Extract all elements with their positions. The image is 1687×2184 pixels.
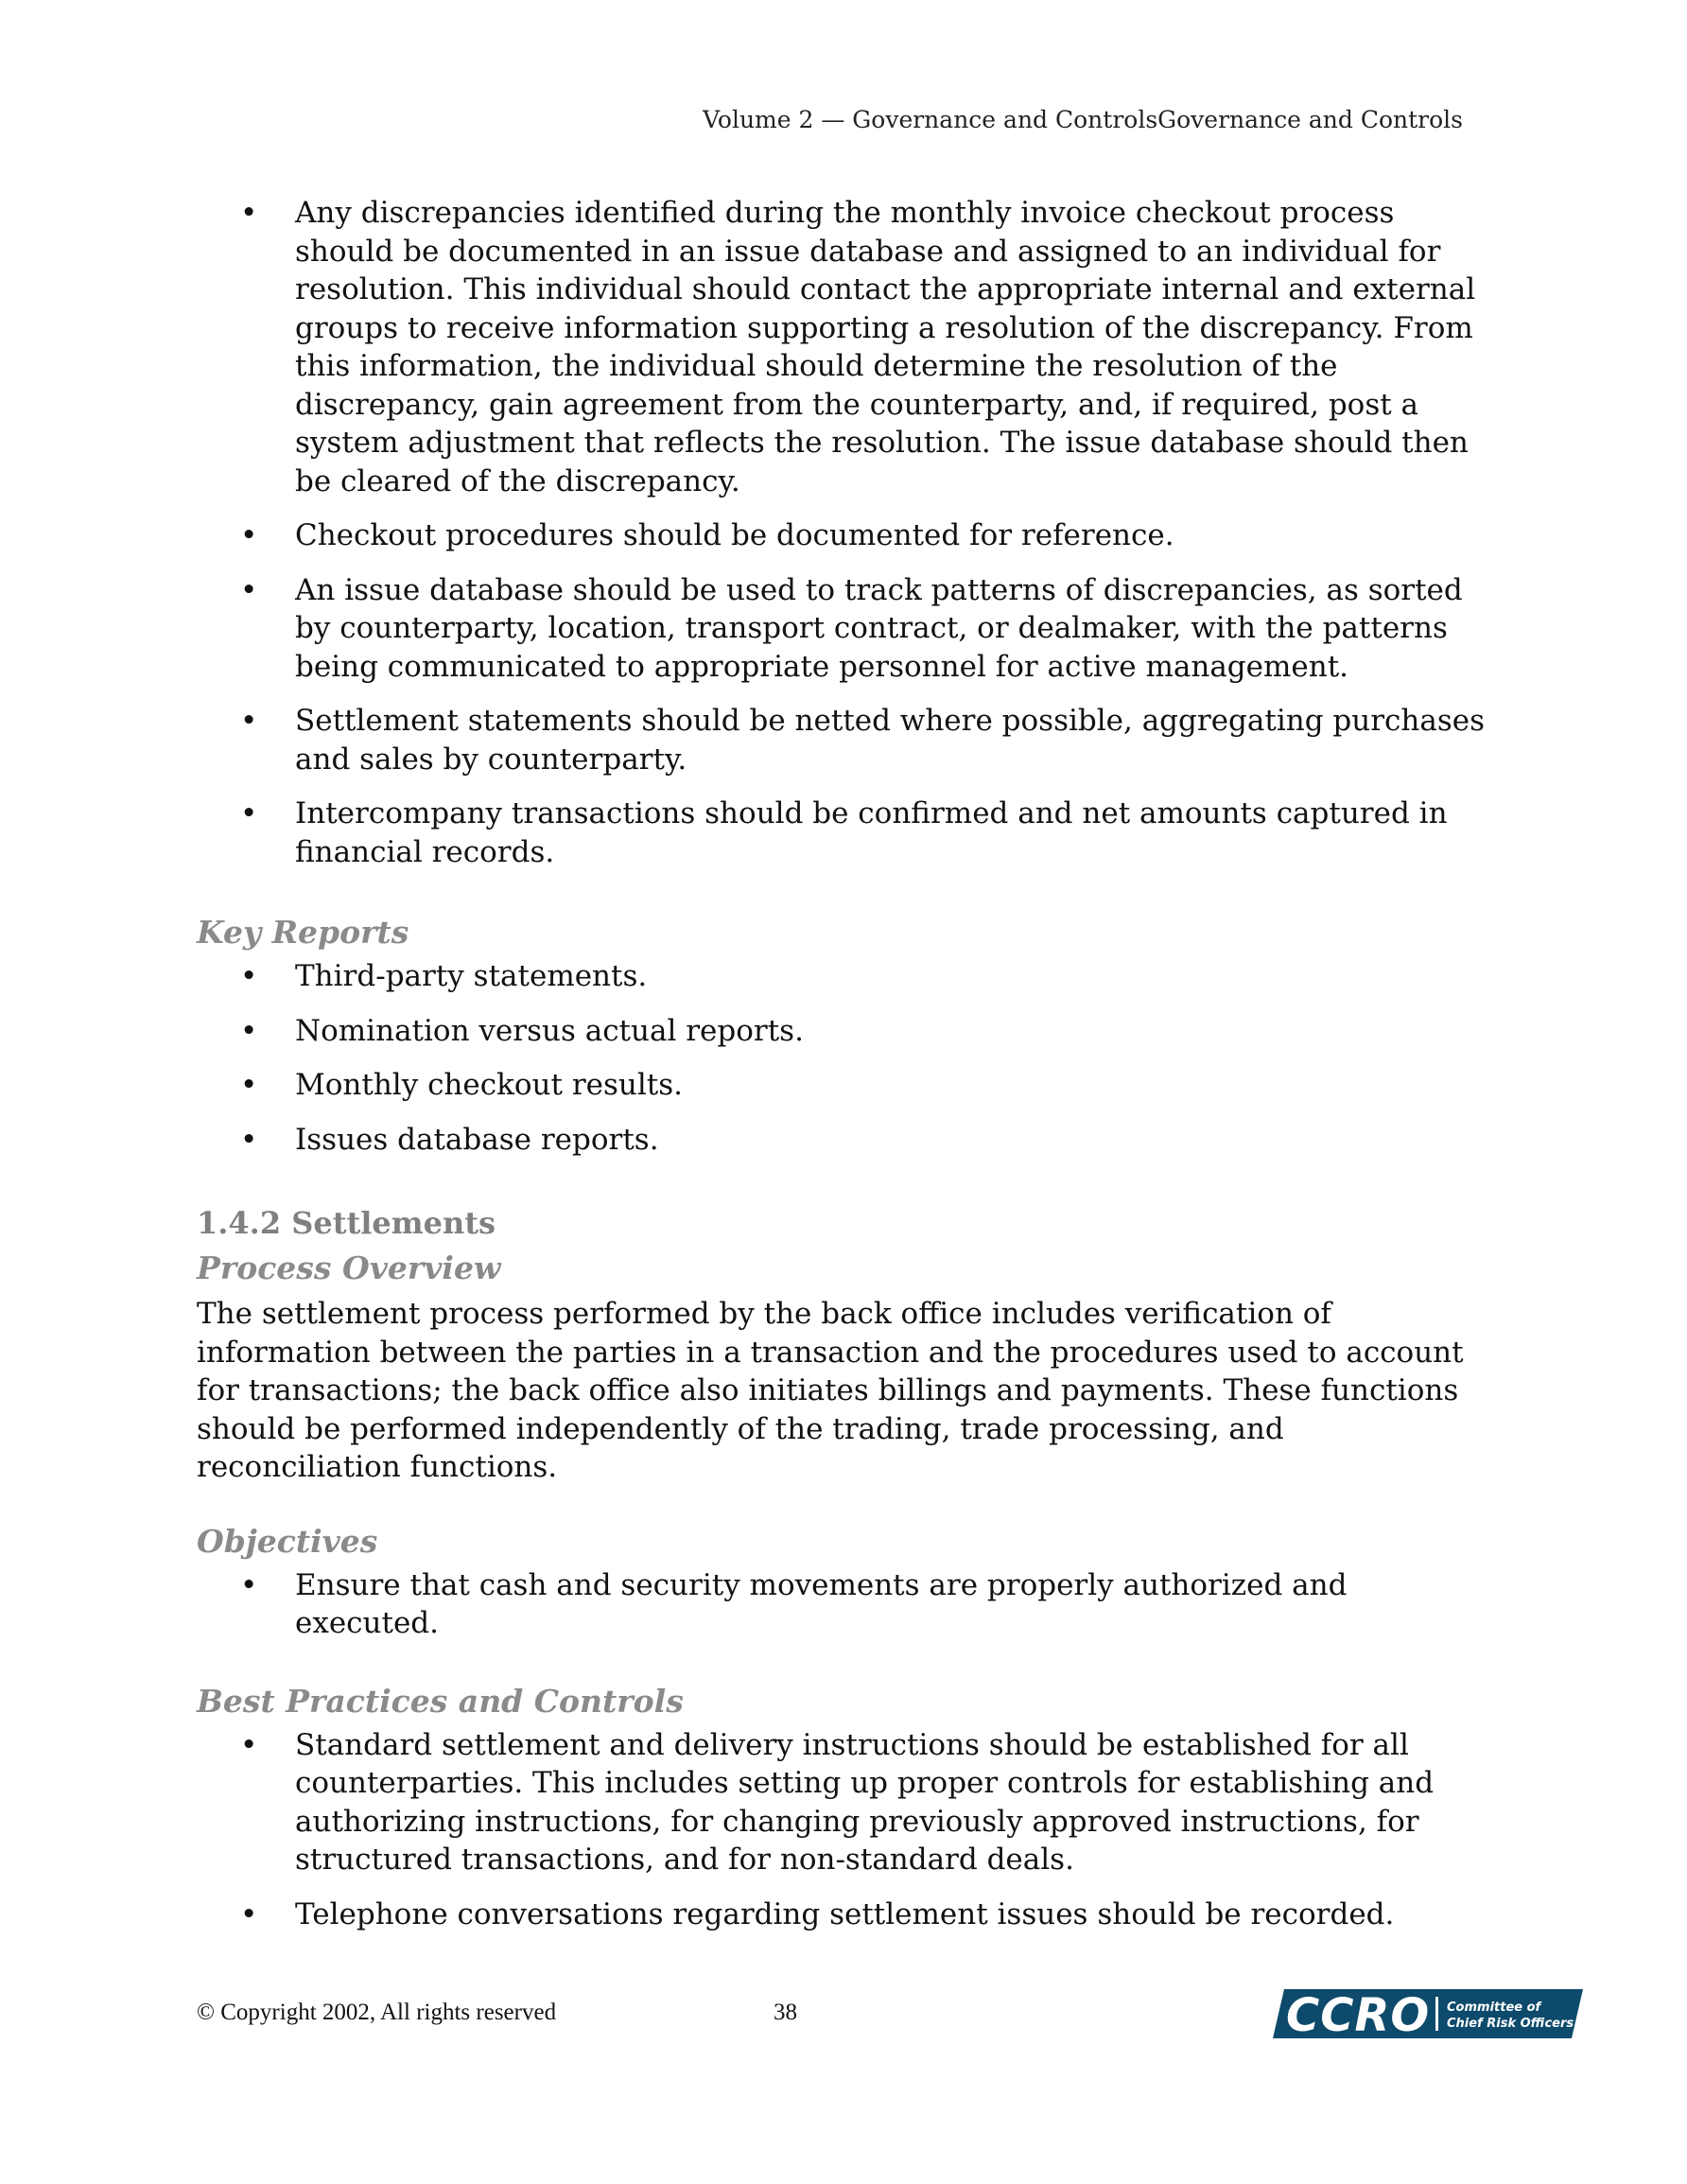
list-item: • An issue database should be used to track patterns of discrepancies, as sorted by counterparty, location, transport contract, or dealmaker, with the patterns being communicated to appropriate personnel for active management. xyxy=(197,571,1492,687)
running-header: Volume 2 — Governance and ControlsGovernance and Controls xyxy=(703,106,1463,133)
page-number: 38 xyxy=(774,2000,797,2025)
list-item: • Monthly checkout results. xyxy=(197,1066,1492,1105)
section-heading-settlements: 1.4.2 Settlements xyxy=(197,1205,496,1241)
page-content xyxy=(197,194,1492,1949)
ccro-logo xyxy=(1273,1987,1583,2040)
process-overview-heading: Process Overview xyxy=(197,1249,501,1286)
list-item: • Settlement statements should be netted where possible, aggregating purchases and sales by counterparty. xyxy=(197,702,1492,778)
logo-tagline-line1: Committee of xyxy=(1447,2001,1541,2015)
list-item: • Standard settlement and delivery instructions should be established for all counterparties. This includes setting up proper controls for establishing and authorizing instructions, for changing previously approved instructions, for structured transactions, and for non-standard deals. xyxy=(197,1726,1492,1879)
discrepancy-bullet-list xyxy=(197,194,1492,871)
process-overview-paragraph: The settlement process performed by the back office includes verification of information between the parties in a transaction and the procedures used to account for transactions; the back office also initiates billings and payments. These functions should be performed independently of the trading, trade processing, and reconciliation functions. xyxy=(197,1297,1464,1484)
list-item: • Any discrepancies identified during the monthly invoice checkout process should be documented in an issue database and assigned to an individual for resolution. This individual should contact the appropriate internal and external groups to receive information supporting a resolution of the discrepancy. From this information, the individual should determine the resolution of the discrepancy, gain agreement from the counterparty, and, if required, post a system adjustment that reflects the resolution. The issue database should then be cleared of the discrepancy. xyxy=(197,194,1492,500)
best-practices-list xyxy=(197,1726,1492,1934)
list-item: • Ensure that cash and security movements are properly authorized and executed. xyxy=(197,1566,1492,1643)
objectives-list xyxy=(197,1566,1492,1643)
list-item: • Third-party statements. xyxy=(197,957,1492,996)
key-reports-list xyxy=(197,957,1492,1159)
logo-wordmark: CCRO xyxy=(1286,1989,1431,2040)
logo-divider xyxy=(1435,1997,1438,2031)
logo-tagline-line2: Chief Risk Officers xyxy=(1447,2017,1574,2031)
list-item: • Telephone conversations regarding settlement issues should be recorded. xyxy=(197,1896,1492,1934)
list-item: • Issues database reports. xyxy=(197,1121,1492,1160)
list-item: • Nomination versus actual reports. xyxy=(197,1012,1492,1051)
list-item: • Checkout procedures should be documented for reference. xyxy=(197,516,1492,555)
best-practices-heading: Best Practices and Controls xyxy=(197,1682,684,1720)
list-item: • Intercompany transactions should be confirmed and net amounts captured in financial records. xyxy=(197,795,1492,871)
objectives-heading: Objectives xyxy=(197,1522,378,1560)
copyright-notice: © Copyright 2002, All rights reserved xyxy=(197,2000,557,2025)
key-reports-heading: Key Reports xyxy=(197,914,409,951)
